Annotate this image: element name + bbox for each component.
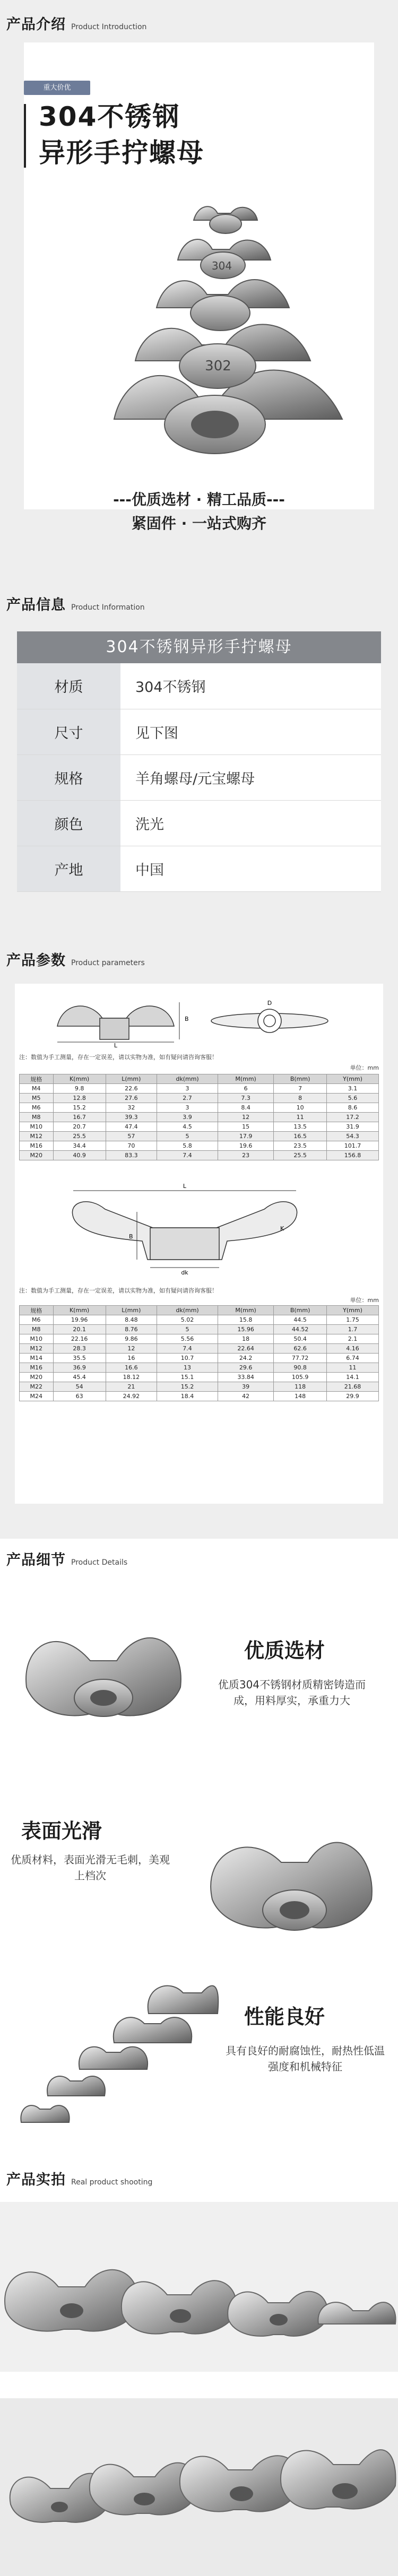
table-cell: 19.6	[218, 1141, 274, 1151]
table-cell: 33.84	[218, 1373, 274, 1382]
table-cell: M6	[20, 1103, 54, 1113]
info-header	[6, 593, 145, 614]
detail-image-1	[11, 1581, 202, 1751]
table-cell: 10	[274, 1103, 327, 1113]
table-cell: 6.74	[327, 1354, 379, 1363]
table-cell: M10	[20, 1122, 54, 1132]
info-value: 羊角螺母/元宝螺母	[120, 754, 381, 800]
detail-title-1: 优质选材	[244, 1639, 325, 1662]
hero-accent-line	[24, 104, 26, 168]
col-header: M(mm)	[218, 1306, 274, 1315]
table-row	[17, 800, 381, 846]
info-table-title: 304不锈钢异形手拧螺母	[17, 631, 381, 663]
details-heading: 产品细节	[6, 1552, 66, 1568]
table-cell: M16	[20, 1141, 54, 1151]
table-row	[20, 1373, 379, 1382]
col-header: K(mm)	[53, 1074, 106, 1084]
table-cell: 35.5	[53, 1354, 106, 1363]
table-cell: 23	[218, 1151, 274, 1160]
table-row	[17, 754, 381, 800]
dim-label-b: B	[185, 1016, 189, 1022]
table-cell: 40.9	[53, 1151, 106, 1160]
intro-header	[6, 13, 146, 33]
stamp-304: 304	[211, 259, 232, 272]
info-key: 产地	[17, 846, 120, 891]
table-row	[20, 1113, 379, 1122]
info-key: 材质	[17, 663, 120, 709]
table-cell: 21	[106, 1382, 157, 1392]
table-cell: 12	[218, 1113, 274, 1122]
table-row	[20, 1354, 379, 1363]
details-section	[0, 1539, 398, 2165]
spec-table-2	[19, 1305, 379, 1401]
table-cell: M12	[20, 1132, 54, 1141]
detail-image-2	[191, 1772, 387, 1953]
table-cell: M14	[20, 1354, 54, 1363]
table-cell: 20.1	[53, 1325, 106, 1334]
table-cell: 19.96	[53, 1315, 106, 1325]
table-cell: M24	[20, 1392, 54, 1401]
info-heading: 产品信息	[6, 597, 66, 613]
details-header	[6, 1548, 127, 1569]
table-cell: 54.3	[327, 1132, 379, 1141]
table-cell: 16	[106, 1354, 157, 1363]
table-cell: 20.7	[53, 1122, 106, 1132]
table-cell: 13.5	[274, 1122, 327, 1132]
real-photo-2	[0, 2398, 398, 2576]
table-cell: 9.8	[53, 1084, 106, 1094]
info-value: 中国	[120, 846, 381, 891]
params-heading: 产品参数	[6, 952, 66, 969]
detail-desc-1: 优质304不锈钢材质精密铸造而成，用料厚实，承重力大	[218, 1678, 366, 1707]
info-value: 洗光	[120, 800, 381, 846]
table-cell: 25.5	[274, 1151, 327, 1160]
table-cell: 3	[157, 1084, 218, 1094]
info-value: 304不锈钢	[120, 663, 381, 709]
detail-title-3: 性能良好	[244, 2005, 325, 2028]
table-cell: M5	[20, 1094, 54, 1103]
table-row	[20, 1392, 379, 1401]
table-cell: 14.1	[327, 1373, 379, 1382]
table-cell: 18	[218, 1334, 274, 1344]
table-cell: 5.02	[157, 1315, 218, 1325]
table-cell: 17.2	[327, 1113, 379, 1122]
table-cell: 9.86	[106, 1334, 157, 1344]
hero-slogan-2: 紧固件 · 一站式购齐	[131, 515, 267, 532]
table-header-row	[20, 1306, 379, 1315]
table-cell: 5	[157, 1325, 218, 1334]
table-cell: 3.1	[327, 1084, 379, 1094]
col-header: M(mm)	[218, 1074, 274, 1084]
col-header: B(mm)	[274, 1074, 327, 1084]
table-cell: 18.4	[157, 1392, 218, 1401]
info-key: 规格	[17, 754, 120, 800]
real-photo-1	[0, 2202, 398, 2372]
table-cell: 15.1	[157, 1373, 218, 1382]
table-cell: M12	[20, 1344, 54, 1354]
table-cell: 4.5	[157, 1122, 218, 1132]
spec-table-2-body	[20, 1315, 379, 1401]
table-cell: 5	[157, 1132, 218, 1141]
hero-slogan-1: ---优质选材 · 精工品质---	[113, 491, 285, 508]
table-cell: 8.6	[327, 1103, 379, 1113]
table-cell: 57	[106, 1132, 157, 1141]
table-row	[20, 1363, 379, 1373]
hero-title-line1: 304不锈钢	[39, 101, 180, 132]
table-cell: 23.5	[274, 1141, 327, 1151]
photos-heading: 产品实拍	[6, 2172, 66, 2188]
table-cell: 6	[218, 1084, 274, 1094]
table-cell: 22.16	[53, 1334, 106, 1344]
params-box	[15, 984, 383, 1504]
table-cell: 22.6	[106, 1084, 157, 1094]
table-cell: 7	[274, 1084, 327, 1094]
table-cell: 34.4	[53, 1141, 106, 1151]
table-cell: 32	[106, 1103, 157, 1113]
col-header: 规格	[20, 1306, 54, 1315]
params-section	[0, 944, 398, 1539]
table-cell: 11	[327, 1363, 379, 1373]
info-heading-en: Product Information	[71, 603, 145, 612]
table-row	[20, 1132, 379, 1141]
table-cell: 42	[218, 1392, 274, 1401]
table-row	[20, 1141, 379, 1151]
detail-desc-2: 优质材料，表面光滑无毛刺，美观上档次	[11, 1853, 170, 1882]
col-header: dk(mm)	[157, 1074, 218, 1084]
table-cell: 8	[274, 1094, 327, 1103]
table-cell: 16.6	[106, 1363, 157, 1373]
dim-label-l: L	[114, 1042, 118, 1047]
diagram-wing-nut-front	[36, 989, 354, 1047]
table-cell: 8.4	[218, 1103, 274, 1113]
table-cell: 7.3	[218, 1094, 274, 1103]
table-cell: 3	[157, 1103, 218, 1113]
dim-label-d: D	[267, 1000, 272, 1007]
table-cell: 36.9	[53, 1363, 106, 1373]
table-cell: 15.2	[53, 1103, 106, 1113]
table-cell: 105.9	[274, 1373, 327, 1382]
col-header: Y(mm)	[327, 1074, 379, 1084]
dim-label-dk: dk	[181, 1269, 188, 1276]
detail-desc-3: 具有良好的耐腐蚀性，耐热性低温强度和机械特征	[226, 2044, 385, 2073]
table-cell: 44.5	[274, 1315, 327, 1325]
table-cell: 15.96	[218, 1325, 274, 1334]
table-cell: 62.6	[274, 1344, 327, 1354]
table-cell: 3.9	[157, 1113, 218, 1122]
table-row	[17, 709, 381, 754]
col-header: 规格	[20, 1074, 54, 1084]
table-cell: 31.9	[327, 1122, 379, 1132]
hero-tag: 重大价优	[24, 81, 90, 95]
table-cell: M22	[20, 1382, 54, 1392]
table-cell: 54	[53, 1382, 106, 1392]
table-cell: 39	[218, 1382, 274, 1392]
table-cell: 16.7	[53, 1113, 106, 1122]
table-cell: 1.7	[327, 1325, 379, 1334]
table-cell: M20	[20, 1151, 54, 1160]
col-header: dk(mm)	[157, 1306, 218, 1315]
table-row	[20, 1122, 379, 1132]
info-table	[17, 663, 381, 892]
col-header: K(mm)	[53, 1306, 106, 1315]
table-cell: 18.12	[106, 1373, 157, 1382]
col-header: L(mm)	[106, 1306, 157, 1315]
table-header-row	[20, 1074, 379, 1084]
table-cell: 24.2	[218, 1354, 274, 1363]
col-header: L(mm)	[106, 1074, 157, 1084]
table-row	[20, 1094, 379, 1103]
table-cell: 70	[106, 1141, 157, 1151]
table-cell: 101.7	[327, 1141, 379, 1151]
col-header: B(mm)	[274, 1306, 327, 1315]
table-cell: 47.4	[106, 1122, 157, 1132]
table-cell: 15.8	[218, 1315, 274, 1325]
table-cell: 63	[53, 1392, 106, 1401]
params-header	[6, 949, 145, 969]
table-row	[17, 846, 381, 891]
info-value: 见下图	[120, 709, 381, 754]
info-section	[0, 573, 398, 944]
table-cell: 13	[157, 1363, 218, 1373]
table-row	[20, 1382, 379, 1392]
table-row	[20, 1315, 379, 1325]
table-cell: 1.75	[327, 1315, 379, 1325]
table-cell: 21.68	[327, 1382, 379, 1392]
diagram-wing-nut-side	[47, 1180, 354, 1276]
table-cell: 5.8	[157, 1141, 218, 1151]
table-cell: 2.1	[327, 1334, 379, 1344]
table-row	[20, 1334, 379, 1344]
table-cell: 15.2	[157, 1382, 218, 1392]
table-cell: 44.52	[274, 1325, 327, 1334]
table-cell: M20	[20, 1373, 54, 1382]
photos-header	[6, 2168, 152, 2189]
table-cell: M8	[20, 1325, 54, 1334]
hero-title-line2: 异形手拧螺母	[39, 137, 204, 168]
table-cell: M16	[20, 1363, 54, 1373]
col-header: Y(mm)	[327, 1306, 379, 1315]
table-cell: 17.9	[218, 1132, 274, 1141]
table-cell: 45.4	[53, 1373, 106, 1382]
table-cell: 39.3	[106, 1113, 157, 1122]
table-cell: 27.6	[106, 1094, 157, 1103]
table-cell: 7.4	[157, 1344, 218, 1354]
table-cell: 83.3	[106, 1151, 157, 1160]
photos-heading-en: Real product shooting	[71, 2178, 153, 2187]
table-cell: 118	[274, 1382, 327, 1392]
table-cell: 90.8	[274, 1363, 327, 1373]
table-cell: 5.6	[327, 1094, 379, 1103]
table-cell: 12.8	[53, 1094, 106, 1103]
table-cell: 8.48	[106, 1315, 157, 1325]
table-cell: M4	[20, 1084, 54, 1094]
stamp-302: 302	[205, 358, 231, 374]
params-heading-en: Product parameters	[71, 959, 145, 967]
param-unit-1: 单位：mm	[350, 1064, 379, 1071]
table-row	[20, 1084, 379, 1094]
table-row	[20, 1151, 379, 1160]
table-row	[20, 1344, 379, 1354]
spec-table-1-body	[20, 1084, 379, 1160]
detail-image-3	[11, 1963, 223, 2138]
dim-label-l2: L	[183, 1183, 187, 1190]
intro-heading-en: Product Introduction	[71, 23, 147, 31]
param-note-1: 注：数值为手工测量，存在一定误差，请以实物为准，如有疑问请咨询客服！	[19, 1054, 218, 1061]
table-cell: 156.8	[327, 1151, 379, 1160]
intro-heading: 产品介绍	[6, 16, 66, 33]
param-note-2: 注：数值为手工测量，存在一定误差，请以实物为准，如有疑问请咨询客服！	[19, 1287, 218, 1294]
table-cell: 11	[274, 1113, 327, 1122]
table-cell: 15	[218, 1122, 274, 1132]
table-cell: 12	[106, 1344, 157, 1354]
table-row	[20, 1103, 379, 1113]
info-key: 尺寸	[17, 709, 120, 754]
details-heading-en: Product Details	[71, 1558, 128, 1567]
table-cell: 29.9	[327, 1392, 379, 1401]
intro-section	[0, 0, 398, 573]
table-cell: 25.5	[53, 1132, 106, 1141]
hero-wing-nuts-image	[93, 170, 379, 483]
table-row	[17, 663, 381, 709]
table-cell: M10	[20, 1334, 54, 1344]
table-cell: M8	[20, 1113, 54, 1122]
table-cell: 2.7	[157, 1094, 218, 1103]
table-cell: 8.76	[106, 1325, 157, 1334]
spec-table-1	[19, 1074, 379, 1160]
photos-section	[0, 2165, 398, 2576]
table-cell: 5.56	[157, 1334, 218, 1344]
table-cell: 16.5	[274, 1132, 327, 1141]
table-cell: 24.92	[106, 1392, 157, 1401]
table-cell: 77.72	[274, 1354, 327, 1363]
table-cell: 28.3	[53, 1344, 106, 1354]
table-cell: 50.4	[274, 1334, 327, 1344]
dim-label-b2: B	[129, 1233, 133, 1240]
table-cell: M6	[20, 1315, 54, 1325]
info-key: 颜色	[17, 800, 120, 846]
detail-title-2: 表面光滑	[21, 1819, 102, 1843]
table-cell: 4.16	[327, 1344, 379, 1354]
table-row	[20, 1325, 379, 1334]
hero-card	[24, 42, 374, 532]
table-cell: 22.64	[218, 1344, 274, 1354]
table-cell: 7.4	[157, 1151, 218, 1160]
param-unit-2: 单位：mm	[350, 1297, 379, 1304]
table-cell: 29.6	[218, 1363, 274, 1373]
table-cell: 10.7	[157, 1354, 218, 1363]
table-cell: 148	[274, 1392, 327, 1401]
dim-label-k: K	[280, 1225, 284, 1232]
